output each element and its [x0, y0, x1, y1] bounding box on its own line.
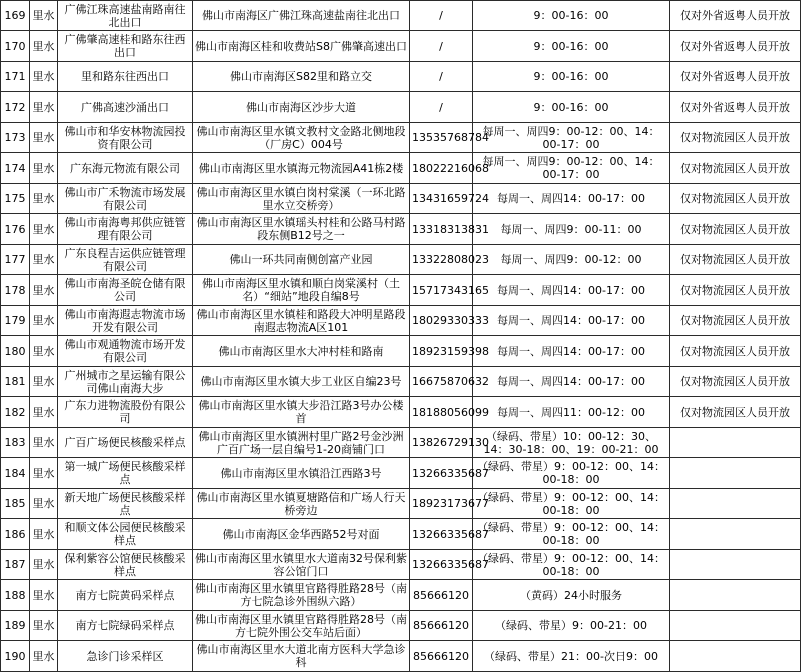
site-name: 佛山市观通物流市场开发有限公司	[58, 336, 193, 367]
site-name: 佛山市广禾物流市场发展有限公司	[58, 184, 193, 214]
district: 里水	[30, 428, 58, 458]
remark: 仅对物流园区人员开放	[670, 153, 801, 184]
site-name: 广佛高速沙涌出口	[58, 92, 193, 123]
site-address: 佛山市南海区里水镇里水大道南32号保利紫容公馆门口	[193, 550, 410, 580]
district: 里水	[30, 489, 58, 519]
service-hours: （绿码、带星）9：00-12：00、14：00-18：00	[473, 489, 670, 519]
row-number: 179	[1, 306, 30, 336]
site-address: 佛山市南海区里水镇和顺白岗棠溪村（土名）“细站”地段自编8号	[193, 275, 410, 306]
remark: 仅对外省返粤人员开放	[670, 1, 801, 31]
remark	[670, 641, 801, 672]
table-row	[1, 275, 801, 306]
site-address: 佛山市南海区里水镇白岗村棠溪（一环北路里水立交桥旁）	[193, 184, 410, 214]
service-hours: 每周一、周四14：00-17：00	[473, 367, 670, 397]
row-number: 186	[1, 519, 30, 550]
contact-phone: 13431659724	[410, 184, 473, 214]
remark: 仅对物流园区人员开放	[670, 245, 801, 275]
site-address: 佛山市南海区里水大冲村桂和路南	[193, 336, 410, 367]
table-row	[1, 580, 801, 611]
service-hours: 9：00-16：00	[473, 31, 670, 62]
service-hours: 每周一、周四14：00-17：00	[473, 336, 670, 367]
contact-phone: 13266335687	[410, 519, 473, 550]
site-name: 第一城广场便民核酸采样点	[58, 458, 193, 489]
table-row	[1, 153, 801, 184]
site-address: 佛山市南海区里水镇大步沿江路3号办公楼首	[193, 397, 410, 428]
table-row	[1, 611, 801, 641]
service-hours: 每周一、周四9：00-12：00、14：00-17：00	[473, 123, 670, 153]
district: 里水	[30, 397, 58, 428]
table-row	[1, 367, 801, 397]
table-row	[1, 184, 801, 214]
table-row	[1, 92, 801, 123]
contact-phone: /	[410, 62, 473, 92]
remark: 仅对外省返粤人员开放	[670, 92, 801, 123]
contact-phone: 18923173677	[410, 489, 473, 519]
site-name: 广东力进物流股份有限公司	[58, 397, 193, 428]
district: 里水	[30, 245, 58, 275]
row-number: 178	[1, 275, 30, 306]
district: 里水	[30, 550, 58, 580]
district: 里水	[30, 306, 58, 336]
site-name: 广佛肇高速桂和路东往西出口	[58, 31, 193, 62]
row-number: 187	[1, 550, 30, 580]
service-hours: 每周一、周四9：00-12：00、14：00-17：00	[473, 153, 670, 184]
site-address: 佛山市南海区里水镇桂和路段大冲明星路段南遐志物流A区101	[193, 306, 410, 336]
district: 里水	[30, 336, 58, 367]
contact-phone: 13535768784	[410, 123, 473, 153]
contact-phone: 85666120	[410, 611, 473, 641]
service-hours: 9：00-16：00	[473, 1, 670, 31]
service-hours: 每周一、周四11：00-12：00	[473, 397, 670, 428]
site-address: 佛山一环共同南侧创富产业园	[193, 245, 410, 275]
service-hours: （绿码、带星）9：00-12：00、14：00-18：00	[473, 458, 670, 489]
service-hours: 9：00-16：00	[473, 92, 670, 123]
row-number: 189	[1, 611, 30, 641]
district: 里水	[30, 123, 58, 153]
contact-phone: 13318313831	[410, 214, 473, 245]
site-name: 新天地广场便民核酸采样点	[58, 489, 193, 519]
contact-phone: 13826729130	[410, 428, 473, 458]
contact-phone: 85666120	[410, 580, 473, 611]
row-number: 176	[1, 214, 30, 245]
site-address: 佛山市南海区里水镇文教村文金路北侧地段（厂房C）004号	[193, 123, 410, 153]
remark	[670, 580, 801, 611]
table-row	[1, 641, 801, 672]
remark	[670, 458, 801, 489]
service-hours: （黄码）24小时服务	[473, 580, 670, 611]
district: 里水	[30, 31, 58, 62]
service-hours: 每周一、周四14：00-17：00	[473, 184, 670, 214]
remark: 仅对外省返粤人员开放	[670, 62, 801, 92]
site-address: 佛山市南海区里水镇瑶头村桂和公路马村路段东侧B12号之一	[193, 214, 410, 245]
remark	[670, 611, 801, 641]
site-name: 广百广场便民核酸采样点	[58, 428, 193, 458]
site-name: 广州城市之星运输有限公司佛山南海大步	[58, 367, 193, 397]
row-number: 173	[1, 123, 30, 153]
site-address: 佛山市南海区沙步大道	[193, 92, 410, 123]
contact-phone: 85666120	[410, 641, 473, 672]
table-row	[1, 1, 801, 31]
site-name: 佛山市南海圣皖仓储有限公司	[58, 275, 193, 306]
contact-phone: /	[410, 92, 473, 123]
row-number: 181	[1, 367, 30, 397]
row-number: 190	[1, 641, 30, 672]
district: 里水	[30, 184, 58, 214]
site-name: 佛山市南海遐志物流市场开发有限公司	[58, 306, 193, 336]
contact-phone: 18022216068	[410, 153, 473, 184]
remark	[670, 519, 801, 550]
district: 里水	[30, 275, 58, 306]
service-hours: （绿码、带星）10：00-12：30、14：30-18：00、19：00-21：00	[473, 428, 670, 458]
site-name: 佛山市和华安林物流园投资有限公司	[58, 123, 193, 153]
contact-phone: 13266335687	[410, 550, 473, 580]
contact-phone: /	[410, 31, 473, 62]
row-number: 183	[1, 428, 30, 458]
district: 里水	[30, 367, 58, 397]
district: 里水	[30, 1, 58, 31]
site-address: 佛山市南海区里水镇沿江西路3号	[193, 458, 410, 489]
row-number: 185	[1, 489, 30, 519]
table-row	[1, 397, 801, 428]
row-number: 188	[1, 580, 30, 611]
service-hours: （绿码、带星）21：00-次日9：00	[473, 641, 670, 672]
table-row	[1, 336, 801, 367]
remark: 仅对物流园区人员开放	[670, 214, 801, 245]
site-name: 急诊门诊采样区	[58, 641, 193, 672]
table-row	[1, 550, 801, 580]
row-number: 169	[1, 1, 30, 31]
service-hours: （绿码、带星）9：00-21：00	[473, 611, 670, 641]
table-row	[1, 62, 801, 92]
site-address: 佛山市南海区里水镇海元物流园A41栋2楼	[193, 153, 410, 184]
site-name: 广东良程吉运供应链管理有限公司	[58, 245, 193, 275]
site-address: 佛山市南海区里水镇大步工业区自编23号	[193, 367, 410, 397]
table-row	[1, 306, 801, 336]
table-row	[1, 458, 801, 489]
remark: 仅对物流园区人员开放	[670, 367, 801, 397]
site-name: 和顺文体公园便民核酸采样点	[58, 519, 193, 550]
contact-phone: 16675870632	[410, 367, 473, 397]
table-row	[1, 428, 801, 458]
district: 里水	[30, 214, 58, 245]
site-address: 佛山市南海区里水镇夏塘路信和广场人行天桥旁边	[193, 489, 410, 519]
row-number: 180	[1, 336, 30, 367]
contact-phone: 18188056099	[410, 397, 473, 428]
site-address: 佛山市南海区广佛江珠高速盐南往北出口	[193, 1, 410, 31]
site-name: 广东海元物流有限公司	[58, 153, 193, 184]
remark: 仅对外省返粤人员开放	[670, 31, 801, 62]
contact-phone: 13322808023	[410, 245, 473, 275]
remark: 仅对物流园区人员开放	[670, 275, 801, 306]
contact-phone: 18029330333	[410, 306, 473, 336]
remark: 仅对物流园区人员开放	[670, 336, 801, 367]
site-address: 佛山市南海区里水大道北南方医科大学急诊科	[193, 641, 410, 672]
remark: 仅对物流园区人员开放	[670, 123, 801, 153]
row-number: 177	[1, 245, 30, 275]
district: 里水	[30, 153, 58, 184]
district: 里水	[30, 519, 58, 550]
contact-phone: 15717343165	[410, 275, 473, 306]
table-row	[1, 214, 801, 245]
site-address: 佛山市南海区里水镇里官路得胜路28号（南方七院急诊外围纵六路）	[193, 580, 410, 611]
district: 里水	[30, 458, 58, 489]
remark	[670, 489, 801, 519]
contact-phone: /	[410, 1, 473, 31]
row-number: 174	[1, 153, 30, 184]
contact-phone: 13266335687	[410, 458, 473, 489]
service-hours: 每周一、周四9：00-11：00	[473, 214, 670, 245]
site-name: 保利紫容公馆便民核酸采样点	[58, 550, 193, 580]
site-address: 佛山市南海区桂和收费站S8广佛肇高速出口	[193, 31, 410, 62]
site-name: 里和路东往西出口	[58, 62, 193, 92]
remark	[670, 428, 801, 458]
service-hours: 每周一、周四14：00-17：00	[473, 275, 670, 306]
site-name: 广佛江珠高速盐南路南往北出口	[58, 1, 193, 31]
row-number: 175	[1, 184, 30, 214]
site-name: 佛山市南海粤邦供应链管理有限公司	[58, 214, 193, 245]
table-row	[1, 489, 801, 519]
remark: 仅对物流园区人员开放	[670, 306, 801, 336]
service-hours: （绿码、带星）9：00-12：00、14：00-18：00	[473, 519, 670, 550]
table-row	[1, 31, 801, 62]
service-hours: 9：00-16：00	[473, 62, 670, 92]
site-address: 佛山市南海区金华西路52号对面	[193, 519, 410, 550]
site-name: 南方七院黄码采样点	[58, 580, 193, 611]
table-row	[1, 519, 801, 550]
remark: 仅对物流园区人员开放	[670, 397, 801, 428]
site-name: 南方七院绿码采样点	[58, 611, 193, 641]
district: 里水	[30, 611, 58, 641]
district: 里水	[30, 92, 58, 123]
row-number: 182	[1, 397, 30, 428]
table-row	[1, 123, 801, 153]
row-number: 171	[1, 62, 30, 92]
service-hours: （绿码、带星）9：00-12：00、14：00-18：00	[473, 550, 670, 580]
district: 里水	[30, 641, 58, 672]
site-address: 佛山市南海区里水镇洲村里广路2号金沙洲广百广场一层自编号1-20商铺门口	[193, 428, 410, 458]
site-address: 佛山市南海区里水镇里官路得胜路28号（南方七院外围公交车站后面）	[193, 611, 410, 641]
row-number: 170	[1, 31, 30, 62]
remark: 仅对物流园区人员开放	[670, 184, 801, 214]
site-address: 佛山市南海区S82里和路立交	[193, 62, 410, 92]
remark	[670, 550, 801, 580]
service-hours: 每周一、周四14：00-17：00	[473, 306, 670, 336]
district: 里水	[30, 580, 58, 611]
service-hours: 每周一、周四9：00-12：00	[473, 245, 670, 275]
row-number: 172	[1, 92, 30, 123]
contact-phone: 18923159398	[410, 336, 473, 367]
district: 里水	[30, 62, 58, 92]
table-row	[1, 245, 801, 275]
row-number: 184	[1, 458, 30, 489]
